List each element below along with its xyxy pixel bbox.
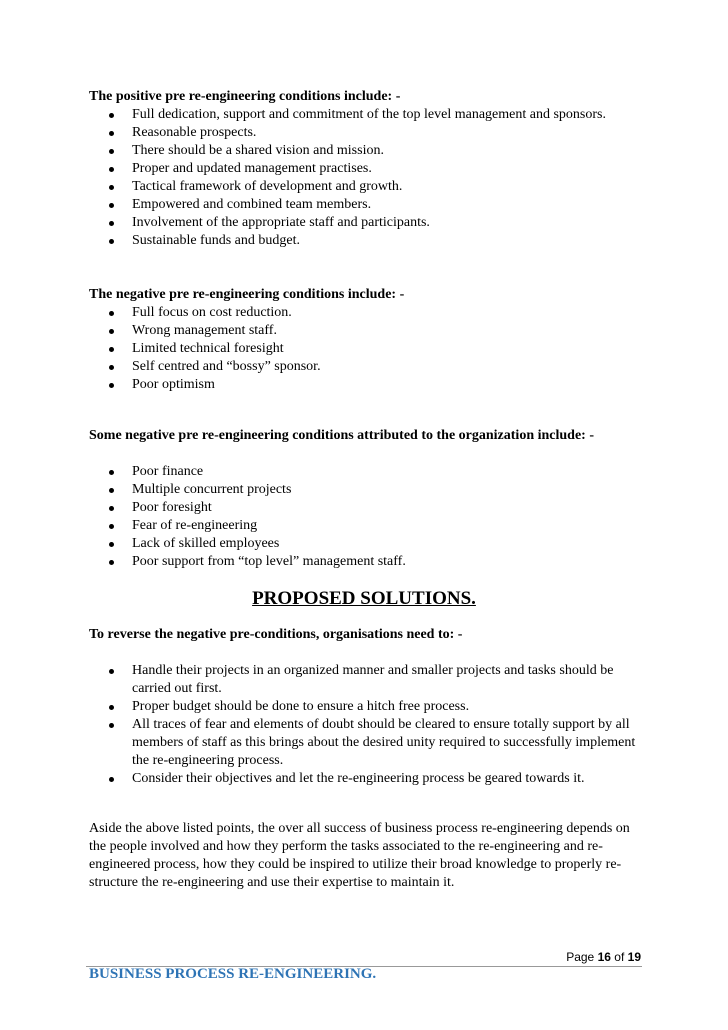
list-item: Poor foresight xyxy=(89,499,649,517)
list-item: Handle their projects in an organized manner and smaller projects and tasks should be carried out first. xyxy=(89,662,649,698)
list-item: Self centred and “bossy” sponsor. xyxy=(89,358,649,376)
page-label: Page xyxy=(566,950,595,964)
list-item: Involvement of the appropriate staff and participants. xyxy=(89,214,629,232)
list-item: Poor optimism xyxy=(89,376,649,394)
list-item: Lack of skilled employees xyxy=(89,535,649,553)
list-item: There should be a shared vision and mission. xyxy=(89,142,629,160)
list-item: Poor finance xyxy=(89,463,649,481)
list-item: Wrong management staff. xyxy=(89,322,649,340)
negative-conditions-heading: The negative pre re-engineering conditions include: - xyxy=(89,287,405,302)
list-item: Consider their objectives and let the re-engineering process be geared towards it. xyxy=(89,770,649,788)
of-label: of xyxy=(614,950,625,964)
list-item: Sustainable funds and budget. xyxy=(89,232,629,250)
proposed-solutions-title: PROPOSED SOLUTIONS. xyxy=(252,588,476,609)
list-item: Fear of re-engineering xyxy=(89,517,649,535)
current-page: 16 xyxy=(597,950,611,964)
list-item: Poor support from “top level” management staff. xyxy=(89,553,649,571)
page-number xyxy=(566,950,641,964)
list-item: Full focus on cost reduction. xyxy=(89,304,649,322)
list-item: Reasonable prospects. xyxy=(89,124,629,142)
list-item: Tactical framework of development and growth. xyxy=(89,178,629,196)
positive-conditions-heading: The positive pre re-engineering conditions include: - xyxy=(89,89,401,104)
list-item: Proper budget should be done to ensure a hitch free process. xyxy=(89,698,649,716)
organization-conditions-list xyxy=(89,463,649,571)
list-item: Multiple concurrent projects xyxy=(89,481,649,499)
positive-conditions-list xyxy=(89,106,629,250)
list-item: Proper and updated management practises. xyxy=(89,160,629,178)
negative-conditions-list xyxy=(89,304,649,394)
proposed-solutions-intro: To reverse the negative pre-conditions, organisations need to: - xyxy=(89,627,463,642)
list-item: Full dedication, support and commitment of the top level management and sponsors. xyxy=(89,106,629,124)
closing-paragraph: Aside the above listed points, the over all success of business process re-engineering depends on the people involved and how they perform the tasks associated to the re-engineering and re-engineered process, how they could be inspired to utilize their broad knowledge to properly re-structure the re-engineering and use their expertise to maintain it. xyxy=(89,821,630,890)
list-item: Limited technical foresight xyxy=(89,340,649,358)
list-item: Empowered and combined team members. xyxy=(89,196,629,214)
proposed-solutions-list xyxy=(89,662,649,788)
organization-conditions-heading: Some negative pre re-engineering conditions attributed to the organization include: - xyxy=(89,428,594,443)
footer-document-title: BUSINESS PROCESS RE-ENGINEERING. xyxy=(89,966,377,982)
list-item: All traces of fear and elements of doubt should be cleared to ensure totally support by all members of staff as this brings about the desired unity required to successfully implement the re-engineering process. xyxy=(89,716,649,770)
total-pages: 19 xyxy=(627,950,641,964)
